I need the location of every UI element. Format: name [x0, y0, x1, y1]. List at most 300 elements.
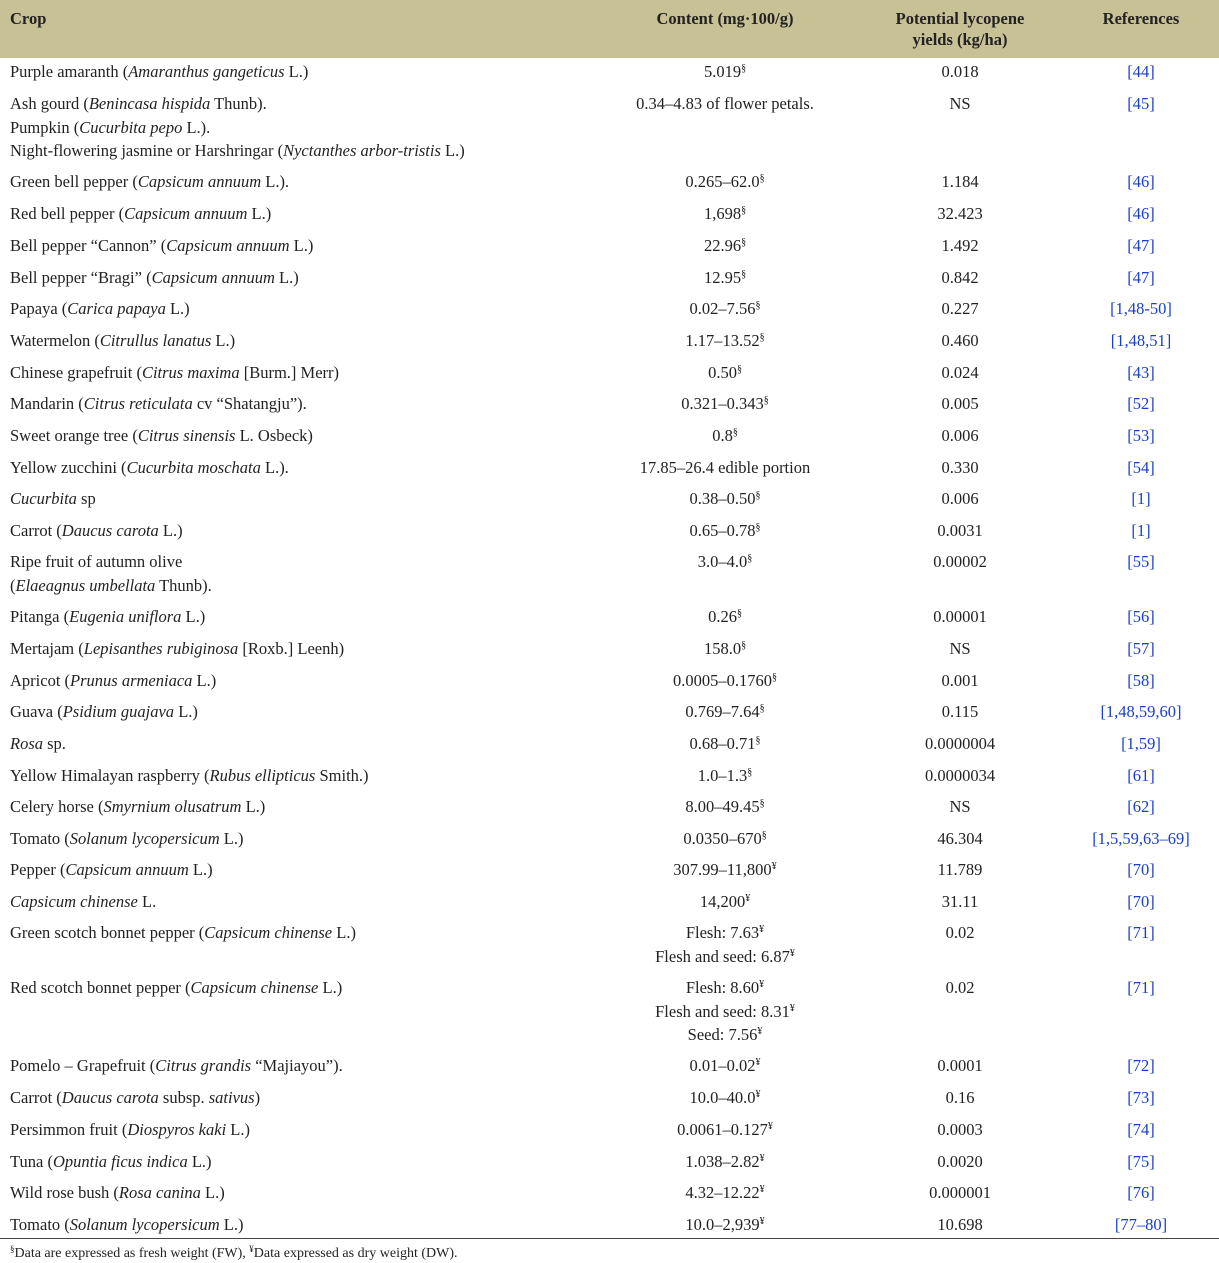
yield-cell: 0.842	[941, 268, 979, 287]
content-cell	[600, 732, 850, 756]
scientific-name: Nyctanthes arbor-tristis	[283, 141, 441, 160]
scientific-name: Carica papaya	[67, 299, 166, 318]
content-cell-line	[600, 202, 850, 226]
reference-link[interactable]: [45]	[1127, 94, 1155, 113]
crop-cell	[10, 266, 299, 290]
scientific-name: Citrus maxima	[141, 363, 240, 382]
crop-cell	[10, 487, 96, 511]
crop-cell-line	[10, 669, 216, 693]
content-cell-line	[600, 700, 850, 724]
content-cell-line	[600, 858, 850, 882]
reference-link[interactable]: [47]	[1127, 268, 1155, 287]
content-cell-line	[600, 1000, 850, 1024]
content-cell-text: 0.265–62.0	[685, 172, 760, 191]
content-cell	[600, 456, 850, 480]
reference-link[interactable]: [55]	[1127, 552, 1155, 571]
crop-cell-text: Ash gourd (	[10, 94, 89, 113]
crop-cell-text: L.)	[165, 299, 190, 318]
header-yield-line2: yields (kg/ha)	[912, 30, 1008, 49]
scientific-name: Cucurbita	[10, 489, 77, 508]
content-cell-line	[600, 297, 850, 321]
crop-cell-line	[10, 574, 212, 598]
crop-cell-text: L.)	[226, 1120, 250, 1139]
crop-cell-line	[10, 266, 299, 290]
crop-cell-text: L.).	[182, 117, 211, 137]
reference-link[interactable]: [77–80]	[1114, 1215, 1168, 1234]
content-cell	[600, 700, 850, 724]
crop-cell-text: Celery horse (	[10, 797, 104, 816]
crop-cell-text: Bell pepper “Bragi” (	[10, 268, 152, 287]
table-footnote	[10, 1246, 458, 1262]
reference-link[interactable]: [74]	[1127, 1120, 1155, 1139]
crop-cell-text: Thunb).	[155, 575, 212, 595]
yield-cell: 0.0001	[937, 1056, 983, 1075]
crop-cell-text: [Burm.] Merr)	[239, 363, 340, 382]
crop-cell-line	[10, 234, 313, 258]
weight-basis-mark: ¥	[789, 947, 795, 959]
reference-link[interactable]: [54]	[1127, 458, 1155, 477]
weight-basis-mark: §	[741, 269, 747, 280]
crop-cell-text: Smith.)	[315, 766, 369, 785]
crop-cell-line	[10, 1213, 243, 1237]
yield-cell: 11.789	[937, 860, 983, 879]
crop-cell-line	[10, 764, 369, 788]
crop-cell-text: Sweet orange tree (	[10, 426, 138, 445]
crop-cell-line	[10, 116, 465, 140]
content-cell-text: Flesh: 8.60	[685, 978, 760, 997]
content-cell-line	[600, 424, 850, 448]
yield-cell: 0.001	[941, 671, 979, 690]
content-cell	[600, 1086, 850, 1110]
scientific-name: Daucus carota	[61, 1088, 159, 1107]
crop-cell	[10, 329, 235, 353]
crop-cell-text: Yellow Himalayan raspberry (	[10, 766, 210, 785]
content-cell-line	[600, 1181, 850, 1205]
scientific-name: Eugenia uniflora	[69, 607, 182, 626]
yield-cell: 0.0031	[937, 521, 983, 540]
content-cell	[600, 170, 850, 194]
weight-basis-mark: §	[755, 735, 761, 746]
reference-link[interactable]: [1,48-50]	[1110, 299, 1172, 318]
crop-cell-text: Yellow zucchini (	[10, 458, 127, 477]
yield-cell: 0.115	[941, 702, 979, 721]
content-cell-line	[600, 605, 850, 629]
crop-cell-text: L.).	[261, 172, 290, 191]
weight-basis-mark: §	[761, 830, 767, 841]
crop-cell	[10, 795, 265, 819]
reference-link[interactable]: [44]	[1127, 62, 1155, 81]
reference-link[interactable]: [46]	[1127, 172, 1155, 191]
content-cell	[600, 550, 850, 574]
scientific-name: Smyrnium olusatrum	[103, 797, 242, 816]
content-cell-text: 1.0–1.3	[697, 766, 748, 785]
content-cell-line	[600, 1150, 850, 1174]
crop-cell	[10, 92, 465, 163]
reference-link[interactable]: [43]	[1127, 363, 1155, 382]
content-cell-text: Flesh: 7.63	[685, 923, 760, 942]
crop-cell-text: L.)	[219, 1215, 244, 1234]
weight-basis-mark: ¥	[759, 1153, 765, 1164]
content-cell	[600, 60, 850, 84]
yield-cell: 10.698	[937, 1215, 983, 1234]
weight-basis-mark: ¥	[755, 1057, 761, 1068]
scientific-name: Benincasa hispida	[88, 94, 211, 113]
content-cell	[600, 519, 850, 543]
content-cell-line	[600, 1054, 850, 1078]
content-cell-line	[600, 234, 850, 258]
content-cell-text: 0.68–0.71	[689, 734, 756, 753]
footnote-text-fw: Data are expressed as fresh weight (FW),	[14, 1246, 250, 1261]
content-cell	[600, 1054, 850, 1078]
content-cell-text: 0.01–0.02	[689, 1056, 756, 1075]
weight-basis-mark: §	[736, 364, 742, 375]
crop-cell-text: Night-flowering jasmine or Harshringar (	[10, 141, 284, 160]
yield-cell: 0.330	[941, 458, 979, 477]
reference-link[interactable]: [76]	[1127, 1183, 1155, 1202]
content-cell-line	[600, 92, 850, 116]
reference-link[interactable]: [52]	[1127, 394, 1155, 413]
crop-cell-text: L.)	[211, 331, 236, 350]
crop-cell-text: Carrot (	[10, 1088, 62, 1107]
content-cell	[600, 976, 850, 1047]
crop-cell-line	[10, 1054, 343, 1078]
crop-cell-text: Apricot (	[10, 671, 71, 690]
footnote-mark-fw: §	[10, 1244, 15, 1254]
crop-cell	[10, 1118, 250, 1142]
scientific-name: Capsicum chinense	[10, 892, 138, 911]
weight-basis-mark: §	[741, 63, 747, 74]
crop-cell-text: Green scotch bonnet pepper (	[10, 923, 205, 942]
crop-cell-text: L.)	[181, 607, 206, 626]
reference-link[interactable]: [57]	[1127, 639, 1155, 658]
crop-cell	[10, 890, 156, 914]
weight-basis-mark: §	[755, 490, 761, 501]
yield-cell: 0.00002	[933, 552, 987, 571]
content-cell-line	[600, 361, 850, 385]
content-cell-text: 158.0	[703, 639, 742, 658]
crop-cell-text: L.)	[440, 141, 465, 160]
crop-cell-text: Red bell pepper (	[10, 204, 125, 223]
crop-cell-text: Pomelo – Grapefruit (	[10, 1056, 156, 1075]
weight-basis-mark: §	[741, 205, 747, 216]
crop-cell	[10, 202, 271, 226]
content-cell-text: 22.96	[703, 236, 742, 255]
crop-cell-line	[10, 700, 198, 724]
weight-basis-mark: §	[741, 640, 747, 651]
crop-cell-text: (	[10, 575, 16, 595]
content-cell-text: 0.02–7.56	[689, 299, 756, 318]
yield-cell: 0.460	[941, 331, 979, 350]
crop-cell-line	[10, 976, 342, 1000]
crop-cell-line	[10, 297, 190, 321]
yield-cell: 0.16	[945, 1088, 975, 1107]
crop-cell-text: Wild rose bush (	[10, 1183, 119, 1202]
weight-basis-mark: §	[747, 767, 753, 778]
content-cell	[600, 1150, 850, 1174]
crop-cell-text: L.)	[188, 860, 213, 879]
weight-basis-mark: ¥	[771, 861, 777, 872]
content-cell-text: 1,698	[703, 204, 742, 223]
content-cell-line	[600, 669, 850, 693]
content-cell-line	[600, 1023, 850, 1047]
content-cell	[600, 297, 850, 321]
reference-link[interactable]: [73]	[1127, 1088, 1155, 1107]
content-cell-line	[600, 60, 850, 84]
crop-cell	[10, 1213, 243, 1237]
scientific-name: Rubus ellipticus	[209, 766, 316, 785]
crop-cell	[10, 361, 339, 385]
crop-cell	[10, 424, 313, 448]
content-cell	[600, 921, 850, 968]
weight-basis-mark: §	[732, 427, 738, 438]
content-cell	[600, 795, 850, 819]
crop-cell	[10, 170, 289, 194]
content-cell-text: 4.32–12.22	[685, 1183, 760, 1202]
crop-cell-text: L.)	[192, 671, 217, 690]
crop-cell	[10, 1054, 343, 1078]
content-cell-text: 0.38–0.50	[689, 489, 756, 508]
yield-cell: 1.492	[941, 236, 979, 255]
content-cell-text: 1.17–13.52	[685, 331, 760, 350]
crop-cell-line	[10, 1150, 212, 1174]
scientific-name: Capsicum annuum	[124, 204, 248, 223]
crop-cell-line	[10, 424, 313, 448]
crop-cell	[10, 858, 213, 882]
reference-link[interactable]: [71]	[1127, 978, 1155, 997]
content-cell-line	[600, 827, 850, 851]
crop-cell-text: L.)	[274, 268, 299, 287]
crop-cell-text: L.)	[187, 1152, 212, 1171]
content-cell	[600, 202, 850, 226]
crop-cell-text: Purple amaranth (	[10, 62, 129, 81]
scientific-name: Citrus reticulata	[83, 394, 193, 413]
content-cell-line	[600, 550, 850, 574]
content-cell	[600, 1213, 850, 1237]
crop-cell-text: Green bell pepper (	[10, 172, 138, 191]
scientific-name: Capsicum annuum	[137, 172, 262, 191]
scientific-name: Daucus carota	[61, 521, 159, 540]
crop-cell-line	[10, 202, 271, 226]
content-cell	[600, 392, 850, 416]
reference-link[interactable]: [58]	[1127, 671, 1155, 690]
yield-cell: 0.000001	[929, 1183, 991, 1202]
reference-link[interactable]: [61]	[1127, 766, 1155, 785]
scientific-name: Diospyros kaki	[127, 1120, 227, 1139]
crop-cell-text: Carrot (	[10, 521, 62, 540]
content-cell-line	[600, 487, 850, 511]
content-cell-text: 8.00–49.45	[685, 797, 760, 816]
scientific-name: Solanum lycopersicum	[69, 1215, 220, 1234]
crop-cell-text: L.)	[241, 797, 266, 816]
content-cell-line	[600, 1118, 850, 1142]
content-cell-line	[600, 1213, 850, 1237]
scientific-name: Opuntia ficus indica	[52, 1152, 188, 1171]
crop-cell-text: L. Osbeck)	[235, 426, 313, 445]
crop-cell-line	[10, 519, 183, 543]
crop-cell-line	[10, 92, 465, 116]
crop-cell-line	[10, 392, 307, 416]
weight-basis-mark: §	[755, 522, 761, 533]
crop-cell-text: L.)	[158, 521, 183, 540]
crop-cell-text: Tuna (	[10, 1152, 53, 1171]
content-cell-text: 5.019	[703, 62, 742, 81]
weight-basis-mark: §	[755, 300, 761, 311]
scientific-name: Rosa canina	[118, 1183, 201, 1202]
crop-cell-text: L.)	[289, 236, 314, 255]
yield-cell: NS	[949, 94, 971, 113]
reference-link[interactable]: [70]	[1127, 860, 1155, 879]
crop-cell-text: “Majiayou”).	[251, 1056, 343, 1075]
content-cell-text: Flesh and seed: 8.31	[655, 1001, 790, 1021]
crop-cell-text: cv “Shatangju”).	[192, 394, 307, 413]
content-cell-line	[600, 945, 850, 969]
content-cell-text: 307.99–11,800	[673, 860, 772, 879]
crop-cell-text: Chinese grapefruit (	[10, 363, 142, 382]
scientific-name: Elaeagnus umbellata	[15, 575, 156, 595]
reference-link[interactable]: [56]	[1127, 607, 1155, 626]
crop-cell-text: Pumpkin (	[10, 117, 80, 137]
weight-basis-mark: ¥	[767, 1121, 773, 1132]
content-cell	[600, 827, 850, 851]
crop-cell-line	[10, 827, 243, 851]
content-cell-line	[600, 637, 850, 661]
content-cell	[600, 1181, 850, 1205]
content-cell	[600, 764, 850, 788]
reference-link[interactable]: [62]	[1127, 797, 1155, 816]
reference-link[interactable]: [72]	[1127, 1056, 1155, 1075]
yield-cell: 0.006	[941, 426, 979, 445]
content-cell	[600, 637, 850, 661]
crop-cell-text: L.)	[318, 978, 343, 997]
crop-cell	[10, 519, 183, 543]
crop-cell-text: )	[254, 1088, 261, 1107]
reference-link[interactable]: [1,5,59,63–69]	[1092, 829, 1190, 848]
footnote-mark-dw: ¥	[249, 1244, 254, 1254]
crop-cell-line	[10, 487, 96, 511]
crop-cell	[10, 976, 342, 1000]
content-cell-line	[600, 456, 850, 480]
weight-basis-mark: ¥	[759, 1184, 765, 1195]
yield-cell: 0.006	[941, 489, 979, 508]
reference-link[interactable]: [46]	[1127, 204, 1155, 223]
crop-cell	[10, 234, 313, 258]
crop-cell-line	[10, 1181, 225, 1205]
crop-cell-text: Pepper (	[10, 860, 66, 879]
content-cell-text: 17.85–26.4 edible portion	[639, 458, 811, 477]
yield-cell: 0.0000004	[924, 734, 996, 753]
reference-link[interactable]: [1,48,51]	[1110, 331, 1172, 350]
content-cell	[600, 424, 850, 448]
weight-basis-mark: ¥	[755, 1089, 761, 1100]
content-cell-text: 0.50	[708, 363, 737, 382]
weight-basis-mark: ¥	[759, 1216, 765, 1227]
scientific-name: Cucurbita moschata	[126, 458, 261, 477]
content-cell-line	[600, 266, 850, 290]
reference-link[interactable]: [53]	[1127, 426, 1155, 445]
content-cell	[600, 487, 850, 511]
reference-link[interactable]: [47]	[1127, 236, 1155, 255]
scientific-name: Cucurbita pepo	[79, 117, 183, 137]
crop-cell-text: L.)	[200, 1183, 225, 1202]
scientific-name: Citrus grandis	[155, 1056, 252, 1075]
scientific-name: Prunus armeniaca	[70, 671, 193, 690]
crop-cell	[10, 1150, 212, 1174]
reference-link[interactable]: [71]	[1127, 923, 1155, 942]
crop-cell-text: Bell pepper “Cannon” (	[10, 236, 167, 255]
scientific-name: Capsicum annuum	[166, 236, 290, 255]
reference-link[interactable]: [1,59]	[1121, 734, 1161, 753]
scientific-name: Citrus sinensis	[137, 426, 236, 445]
crop-cell-text: Papaya (	[10, 299, 68, 318]
content-cell	[600, 234, 850, 258]
reference-link[interactable]: [75]	[1127, 1152, 1155, 1171]
header-yield-line1: Potential lycopene	[895, 9, 1025, 28]
yield-cell: 31.11	[941, 892, 979, 911]
crop-cell-text: Tomato (	[10, 829, 70, 848]
yield-cell: NS	[949, 639, 971, 658]
content-cell-text: 0.26	[708, 607, 737, 626]
yield-cell: 0.0003	[937, 1120, 983, 1139]
weight-basis-mark: §	[759, 703, 765, 714]
crop-cell-text: L.)	[174, 702, 198, 721]
weight-basis-mark: §	[741, 237, 747, 248]
crop-cell	[10, 456, 289, 480]
content-cell-line	[600, 890, 850, 914]
crop-cell	[10, 1181, 225, 1205]
content-cell-text: 0.65–0.78	[689, 521, 756, 540]
content-cell-line	[600, 795, 850, 819]
crop-cell	[10, 392, 307, 416]
weight-basis-mark: §	[763, 395, 769, 406]
reference-link[interactable]: [70]	[1127, 892, 1155, 911]
yield-cell: 0.02	[945, 978, 975, 997]
scientific-name: Capsicum chinense	[190, 978, 319, 997]
scientific-name: Capsicum chinense	[204, 923, 333, 942]
content-cell	[600, 266, 850, 290]
crop-cell-text: Watermelon (	[10, 331, 100, 350]
crop-cell-line	[10, 890, 156, 914]
content-cell-text: 3.0–4.0	[697, 552, 748, 571]
crop-cell-text: L.	[137, 892, 157, 911]
header-content: Content (mg·100/g)	[656, 9, 794, 28]
crop-cell	[10, 700, 198, 724]
yield-cell: NS	[949, 797, 971, 816]
reference-link[interactable]: [1]	[1131, 521, 1151, 540]
content-cell-line	[600, 976, 850, 1000]
crop-cell-line	[10, 637, 344, 661]
crop-cell	[10, 1086, 260, 1110]
crop-cell-line	[10, 921, 356, 945]
content-cell-text: 0.34–4.83 of flower petals.	[636, 94, 814, 113]
scientific-name: Citrullus lanatus	[99, 331, 212, 350]
content-cell-line	[600, 1086, 850, 1110]
yield-cell: 32.423	[937, 204, 983, 223]
header-references: References	[1102, 9, 1180, 28]
content-cell-text: 10.0–40.0	[689, 1088, 756, 1107]
content-cell-text: 0.0350–670	[683, 829, 762, 848]
reference-link[interactable]: [1,48,59,60]	[1100, 702, 1182, 721]
reference-link[interactable]: [1]	[1131, 489, 1151, 508]
content-cell-line	[600, 170, 850, 194]
crop-cell-line	[10, 732, 66, 756]
crop-cell-line	[10, 605, 205, 629]
crop-cell-text: Tomato (	[10, 1215, 70, 1234]
crop-cell-line	[10, 456, 289, 480]
crop-cell-line	[10, 795, 265, 819]
crop-cell-text: Pitanga (	[10, 607, 70, 626]
content-cell-line	[600, 921, 850, 945]
weight-basis-mark: ¥	[759, 979, 765, 990]
